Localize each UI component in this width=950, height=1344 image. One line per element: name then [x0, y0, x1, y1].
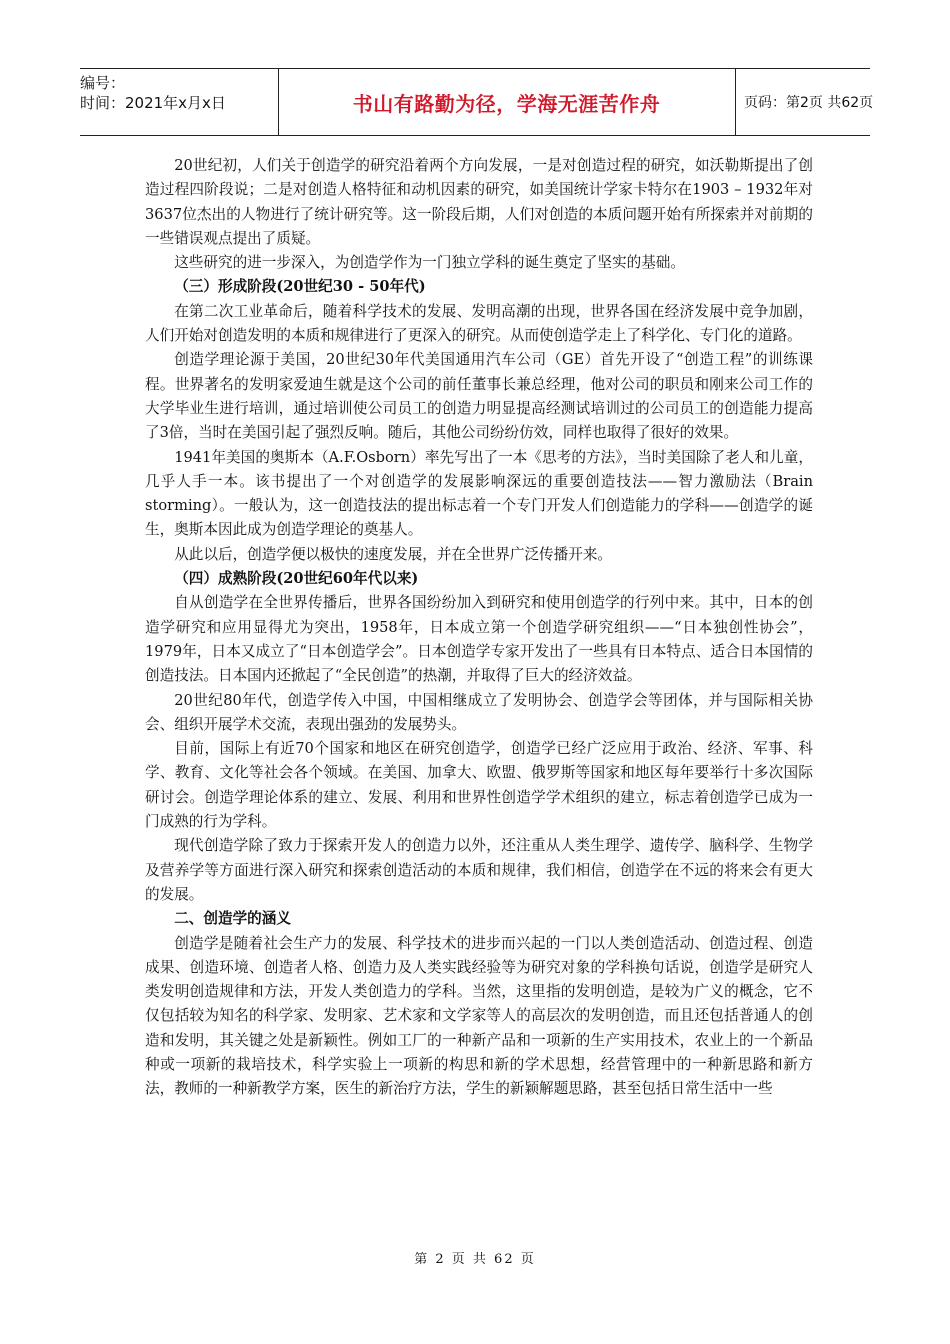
- paragraph: 现代创造学除了致力于探索开发人的创造力以外，还注重从人类生理学、遗传学、脑科学、生物学及营养学等方面进行深入研究和探索创造活动的本质和规律，我们相信，创造学在不远的将来会有更大的发展。: [145, 837, 813, 903]
- header-motto: 书山有路勤为径，学海无涯苦作舟: [352, 91, 661, 116]
- section-heading: 二、创造学的涵义: [174, 910, 291, 928]
- paragraph: 创造学理论源于美国，20世纪30年代美国通用汽车公司（GE）首先开设了“创造工程”的训练课程。世界著名的发明家爱迪生就是这个公司的前任董事长兼总经理，他对公司的职员和刚来公司工作的大学毕业生进行培训，通过培训使公司员工的创造力明显提高经测试培训过的公司员工的创造能力提高了3倍，当时在美国引起了强烈反响。随后，其他公司纷纷仿效，同样也取得了很好的效果。: [145, 351, 813, 442]
- paragraph: 这些研究的进一步深入，为创造学作为一门独立学科的诞生奠定了坚实的基础。: [174, 254, 685, 272]
- document-number: 编号：: [80, 74, 126, 92]
- page-footer: 第 2 页 共 62 页: [414, 1252, 536, 1267]
- section-heading: （三）形成阶段(20世纪30 - 50年代): [174, 278, 426, 296]
- header-divider: [278, 69, 279, 135]
- paragraph: 20世纪初，人们关于创造学的研究沿着两个方向发展，一是对创造过程的研究，如沃勒斯提出了创造过程四阶段说；二是对创造人格特征和动机因素的研究，如美国统计学家卡特尔在1903 – 1932年对3637位杰出的人物进行了统计研究等。这一阶段后期，人们对创造的本质问题开始有所探索并对前期的一些错误观点提出了质疑。: [145, 157, 813, 247]
- paragraph: 目前，国际上有近70个国家和地区在研究创造学，创造学已经广泛应用于政治、经济、军事、科学、教育、文化等社会各个领域。在美国、加拿大、欧盟、俄罗斯等国家和地区每年要举行十多次国际研讨会。创造学理论体系的建立、发展、利用和世界性创造学学术组织的建立，标志着创造学已成为一门成熟的行为学科。: [145, 740, 813, 831]
- paragraph: 在第二次工业革命后，随着科学技术的发展、发明高潮的出现，世界各国在经济发展中竞争加剧，人们开始对创造发明的本质和规律进行了更深入的研究。从而使创造学走上了科学化、专门化的道路。: [145, 302, 813, 345]
- header-divider: [735, 69, 736, 135]
- document-body: [145, 154, 813, 1102]
- header-meta: [80, 69, 278, 135]
- paragraph: 创造学是随着社会生产力的发展、科学技术的进步而兴起的一门以人类创造活动、创造过程、创造成果、创造环境、创造者人格、创造力及人类实践经验等为研究对象的学科换句话说，创造学是研究人类发明创造规律和方法，开发人类创造力的学科。当然，这里指的发明创造，是较为广义的概念，它不仅包括较为知名的科学家、发明家、艺术家和文学家等人的高层次的发明创造，而且还包括普通人的创造和发明，其关键之处是新颖性。例如工厂的一种新产品和一项新的生产实用技术，农业上的一个新品种或一项新的栽培技术，科学实验上一项新的构思和新的学术思想，经营管理中的一种新思路和新方法，教师的一种新教学方案，医生的新治疗方法，学生的新颖解题思路，甚至包括日常生活中一些: [145, 934, 813, 1098]
- paragraph: 从此以后，创造学便以极快的速度发展，并在全世界广泛传播开来。: [174, 545, 613, 563]
- header-page-info: 页码：第2页 共62页: [744, 95, 874, 111]
- paragraph: 20世纪80年代，创造学传入中国，中国相继成立了发明协会、创造学会等团体，并与国际相关协会、组织开展学术交流，表现出强劲的发展势头。: [145, 691, 813, 733]
- paragraph: 自从创造学在全世界传播后，世界各国纷纷加入到研究和使用创造学的行列中来。其中，日本的创造学研究和应用显得尤为突出，1958年，日本成立第一个创造学研究组织——“日本独创性协会”，1979年，日本又成立了“日本创造学会”。日本创造学专家开发出了一些具有日本特点、适合日本国情的创造技法。日本国内还掀起了“全民创造”的热潮，并取得了巨大的经济效益。: [145, 594, 813, 685]
- section-heading: （四）成熟阶段(20世纪60年代以来): [174, 570, 419, 588]
- paragraph: 1941年美国的奥斯本（A.F.Osborn）率先写出了一本《思考的方法》，当时美国除了老人和儿童，几乎人手一本。该书提出了一个对创造学的发展影响深远的重要创造技法——智力激励法（Brain storming）。一般认为，这一创造技法的提出标志着一个专门开发人们创造能力的学科——创造学的诞生，奥斯本因此成为创造学理论的奠基人。: [145, 448, 813, 539]
- page-header: [80, 68, 874, 136]
- document-date: 时间：2021年x月x日: [80, 94, 226, 112]
